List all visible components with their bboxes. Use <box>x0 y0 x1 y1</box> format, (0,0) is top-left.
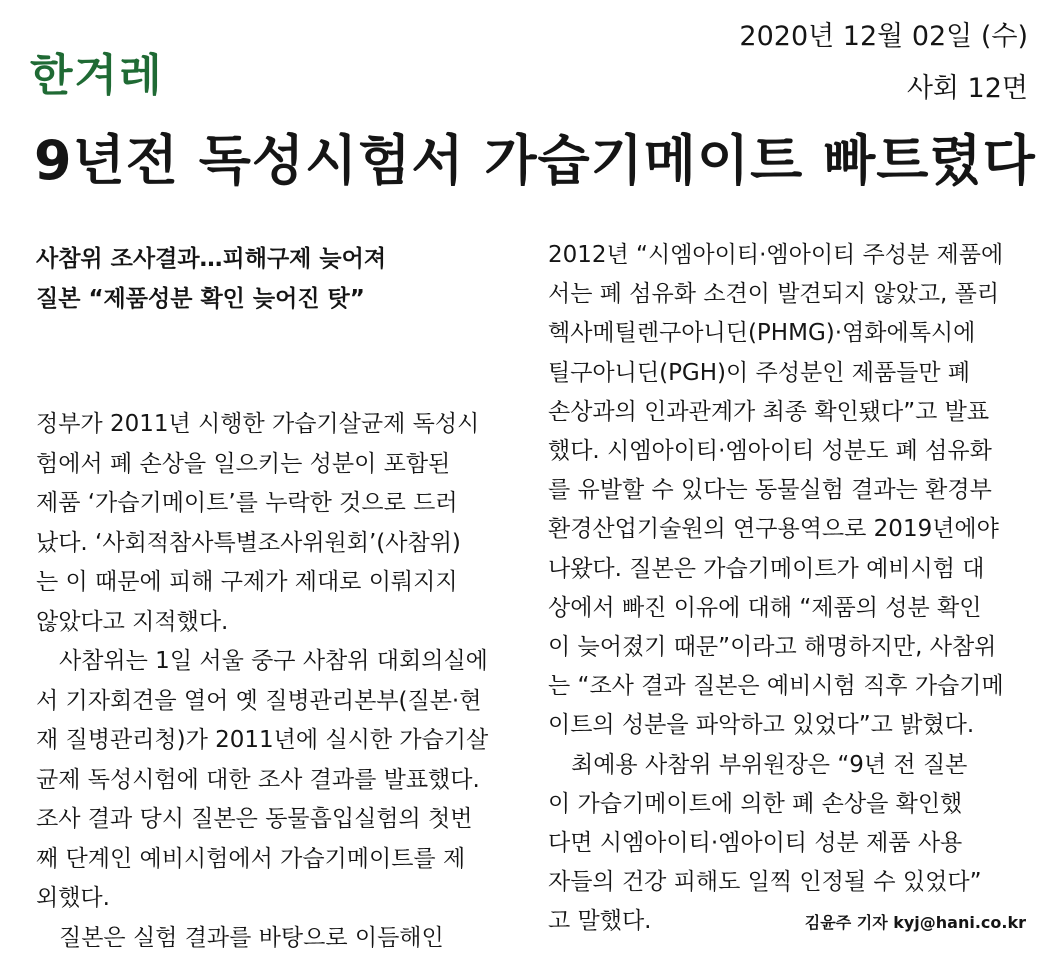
body-line: 외했다. <box>36 885 110 911</box>
left-column <box>36 240 514 958</box>
body-line: 틸구아니딘(PGH)이 주성분인 제품들만 폐 <box>548 359 971 386</box>
body-line: 제품 ‘가습기메이트’를 누락한 것으로 드러 <box>36 490 458 516</box>
body-line: 정부가 2011년 시행한 가습기살균제 독성시 <box>36 411 480 437</box>
body-line: 험에서 폐 손상을 일으키는 성분이 포함된 <box>36 450 451 477</box>
publication-date: 2020년 12월 02일 (수) <box>739 21 1028 52</box>
body-line: 재 질병관리청)가 2011년에 실시한 가습기살 <box>36 727 489 753</box>
body-line: 했다. 시엠아이티·엠아이티 성분도 폐 섬유화 <box>548 438 992 465</box>
body-line: 이 늦어졌기 때문”이라고 해명하지만, 사참위 <box>548 634 997 661</box>
body-line: 환경산업기술원의 연구용역으로 2019년에야 <box>548 516 999 543</box>
body-line: 자들의 건강 피해도 일찍 인정될 수 있었다” <box>548 869 982 896</box>
article-subheadline <box>36 240 514 319</box>
section-page: 사회 12면 <box>906 73 1028 104</box>
body-line: 나왔다. 질본은 가습기메이트가 예비시험 대 <box>548 555 985 582</box>
newspaper-logo: 한겨레 <box>30 50 164 101</box>
body-line: 않았다고 지적했다. <box>36 608 229 635</box>
closing-row <box>548 902 1026 941</box>
left-column-body <box>36 405 514 958</box>
body-line: 났다. ‘사회적참사특별조사위원회’(사참위) <box>36 529 461 556</box>
body-line: 상에서 빠진 이유에 대해 “제품의 성분 확인 <box>548 594 982 621</box>
body-line: 째 단계인 예비시험에서 가습기메이트를 제 <box>36 845 466 872</box>
body-line: 고 말했다. <box>548 908 652 935</box>
subheadline-line: 질본 “제품성분 확인 늦어진 탓” <box>36 285 365 312</box>
body-line: 서 기자회견을 열어 옛 질병관리본부(질본·현 <box>36 687 482 714</box>
subheadline-line: 사참위 조사결과…피해구제 늦어져 <box>36 246 387 272</box>
body-line: 조사 결과 당시 질본은 동물흡입실험의 첫번 <box>36 806 473 832</box>
body-line: 질본은 실험 결과를 바탕으로 이듬해인 <box>36 924 444 951</box>
body-line: 사참위는 1일 서울 중구 사참위 대회의실에 <box>36 648 488 674</box>
body-line: 헥사메틸렌구아니딘(PHMG)·염화에톡시에 <box>548 320 976 347</box>
article-headline: 9년전 독성시험서 가습기메이트 빠트렸다 <box>34 129 1036 192</box>
body-line: 를 유발할 수 있다는 동물실험 결과는 환경부 <box>548 477 992 504</box>
right-column <box>548 236 1026 942</box>
body-line: 최예용 사참위 부위원장은 “9년 전 질본 <box>548 751 968 778</box>
body-line: 이 가습기메이트에 의한 폐 손상을 확인했 <box>548 790 963 817</box>
body-line: 다면 시엠아이티·엠아이티 성분 제품 사용 <box>548 830 963 857</box>
body-line: 는 이 때문에 피해 구제가 제대로 이뤄지지 <box>36 569 458 595</box>
body-line: 균제 독성시험에 대한 조사 결과를 발표했다. <box>36 766 480 793</box>
reporter-byline: 김윤주 기자 kyj@hani.co.kr <box>804 913 1026 933</box>
body-line: 2012년 “시엠아이티·엠아이티 주성분 제품에 <box>548 242 1004 268</box>
body-line: 는 “조사 결과 질본은 예비시험 직후 가습기메 <box>548 673 1004 700</box>
body-line: 이트의 성분을 파악하고 있었다”고 밝혔다. <box>548 712 975 739</box>
body-line: 서는 폐 섬유화 소견이 발견되지 않았고, 폴리 <box>548 281 1000 308</box>
body-line: 손상과의 인과관계가 최종 확인됐다”고 발표 <box>548 398 990 425</box>
